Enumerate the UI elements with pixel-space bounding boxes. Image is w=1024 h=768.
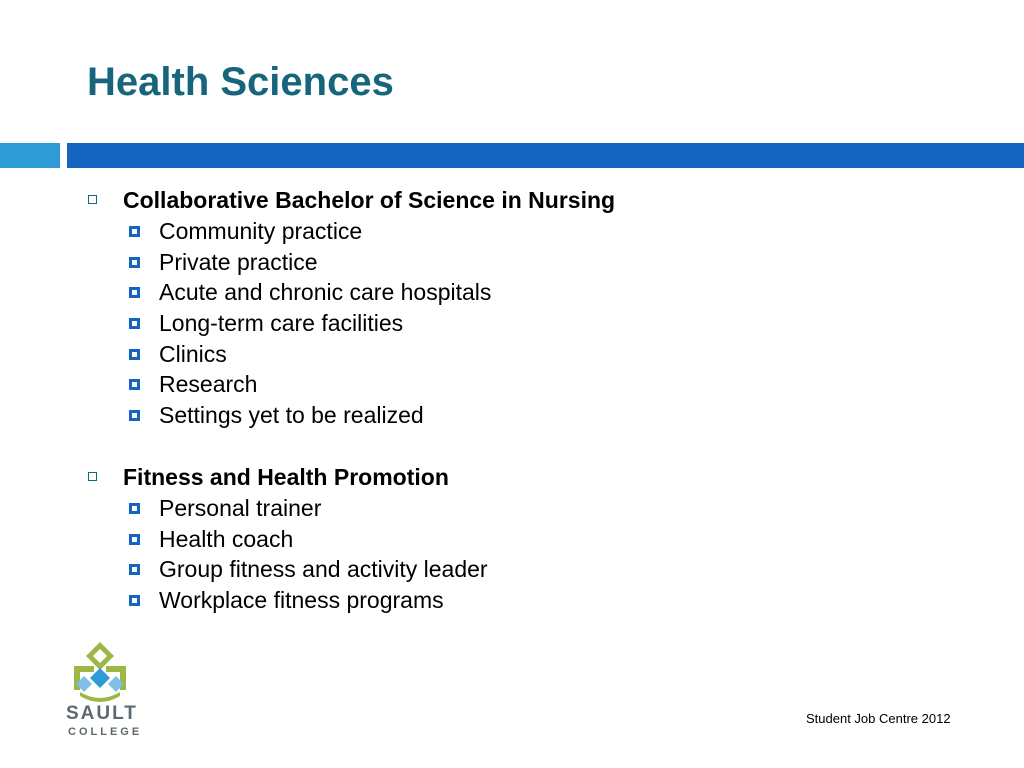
square-bullet-icon [129,410,140,421]
logo-text-college: COLLEGE [68,726,143,738]
hollow-square-bullet-icon [88,195,97,204]
list-item [0,308,900,339]
section-heading [0,462,900,493]
square-bullet-icon [129,257,140,268]
list-item-text: Health coach [159,525,294,552]
square-bullet-icon [129,287,140,298]
list-item [0,493,900,524]
list-item-text: Workplace fitness programs [159,587,444,614]
list-item-text: Personal trainer [159,495,322,521]
list-item-text: Acute and chronic care hospitals [159,279,492,306]
list-item [0,369,900,400]
square-bullet-icon [129,595,140,606]
section-fitness [0,462,900,616]
list-item-text: Community practice [159,218,363,244]
section-heading-text: Collaborative Bachelor of Science in Nursing [123,187,616,213]
square-bullet-icon [129,379,140,390]
hollow-square-bullet-icon [88,472,97,481]
accent-bar-left [0,143,60,168]
list-item [0,524,900,555]
square-bullet-icon [129,318,140,329]
list-item [0,585,900,616]
square-bullet-icon [129,503,140,514]
list-item-text: Clinics [159,340,227,367]
section-heading [0,185,900,216]
list-item [0,554,900,585]
logo-emblem-icon [74,642,126,702]
section-heading-text: Fitness and Health Promotion [123,464,449,490]
list-item-text: Settings yet to be realized [159,402,424,429]
section-nursing [0,185,900,431]
accent-bar-right [67,143,1024,168]
list-item [0,277,900,308]
square-bullet-icon [129,349,140,360]
list-item [0,400,900,431]
square-bullet-icon [129,534,140,545]
list-item [0,339,900,370]
square-bullet-icon [129,564,140,575]
list-item [0,247,900,278]
list-item-text: Private practice [159,248,318,275]
square-bullet-icon [129,226,140,237]
logo-text-sault: SAULT [66,703,138,724]
list-item-text: Group fitness and activity leader [159,556,488,583]
footer-text: Student Job Centre 2012 [806,711,951,726]
list-item-text: Long-term care facilities [159,310,404,337]
list-item-text: Research [159,371,258,398]
list-item [0,216,900,247]
slide-title: Health Sciences [87,60,394,104]
